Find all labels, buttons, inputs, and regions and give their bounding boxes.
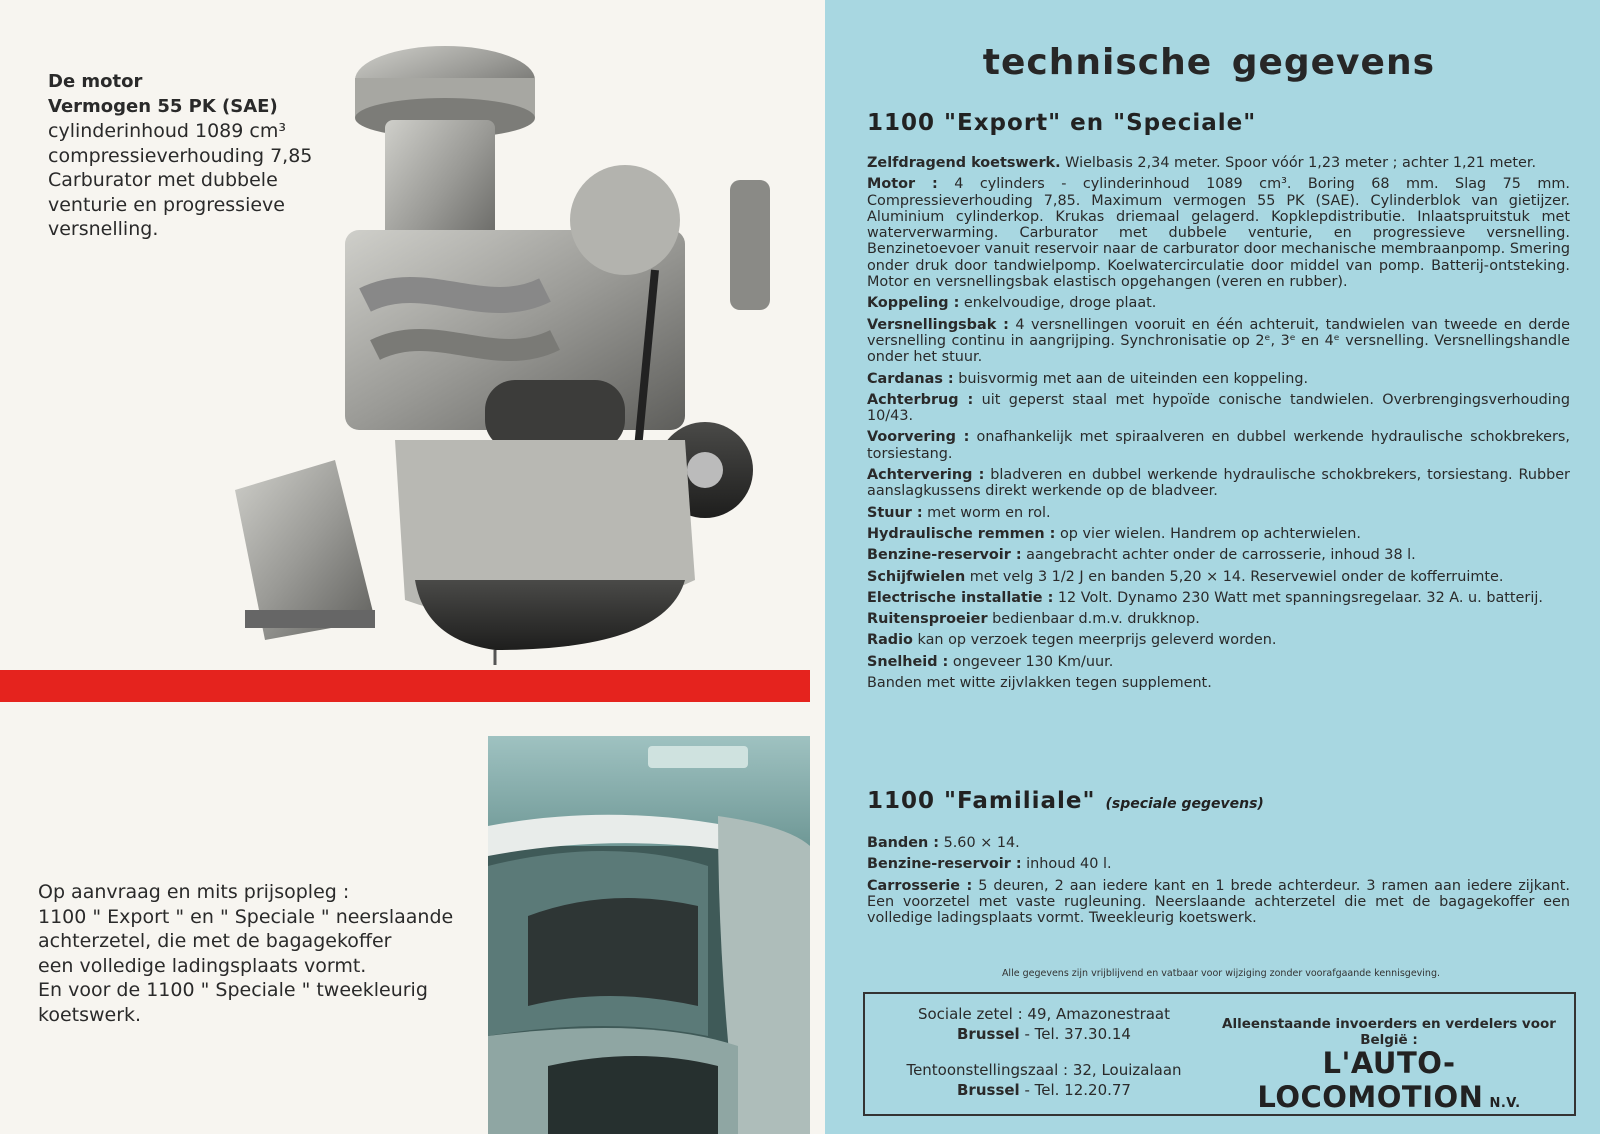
motor-power: Vermogen 55 PK (SAE) bbox=[48, 95, 278, 117]
spec-item bbox=[867, 526, 1570, 542]
motor-line: versnelling. bbox=[48, 218, 159, 240]
spec-text: 5 deuren, 2 aan iedere kant en 1 brede achterdeur. 3 ramen aan iedere zijkant. Een voorzetel met vaste rugleuning. Neerslaande achterzetel die met de bagagekoffer een volledige ladingsplaats vormt. Tweekleurig koetswerk. bbox=[867, 877, 1570, 927]
option-line: Op aanvraag en mits prijsopleg : bbox=[38, 881, 350, 903]
company-name-text: L'AUTO-LOCOMOTION bbox=[1257, 1046, 1484, 1114]
address-city-line bbox=[879, 1080, 1209, 1100]
spec-label: Snelheid : bbox=[867, 653, 949, 670]
spec-text: buisvormig met aan de uiteinden een koppeling. bbox=[953, 370, 1309, 387]
spec-item bbox=[867, 569, 1570, 585]
motor-line: Carburator met dubbele bbox=[48, 169, 278, 191]
spec-item bbox=[867, 856, 1570, 872]
spec-text: 12 Volt. Dynamo 230 Watt met spanningsregelaar. 32 A. u. batterij. bbox=[1053, 589, 1543, 606]
company-suffix: N.V. bbox=[1489, 1096, 1521, 1111]
motor-line: compressieverhouding 7,85 bbox=[48, 144, 313, 167]
export-specs bbox=[867, 155, 1570, 696]
spec-label: Radio bbox=[867, 632, 913, 649]
spec-text: 4 versnellingen vooruit en één achteruit, tandwielen van tweede en derde versnelling continu in aangrijping. Synchronisatie op 2ᵉ, 3ᵉ en 4ᵉ versnelling. Versnellingshandle onder het stuur. bbox=[867, 316, 1570, 366]
spec-label: Ruitensproeier bbox=[867, 611, 988, 628]
option-text bbox=[38, 880, 458, 1027]
page-title: technische gegevens bbox=[982, 42, 1435, 83]
spec-text: kan op verzoek tegen meerprijs geleverd worden. bbox=[912, 632, 1277, 649]
spec-label: Achterbrug : bbox=[867, 391, 974, 408]
spec-text: bedienbaar d.m.v. drukknop. bbox=[987, 611, 1200, 628]
spec-text: 5.60 × 14. bbox=[939, 835, 1020, 851]
spec-label: Koppeling : bbox=[867, 295, 960, 312]
spec-item bbox=[867, 654, 1570, 670]
address-showroom bbox=[879, 1060, 1209, 1100]
spec-text: enkelvoudige, droge plaat. bbox=[959, 295, 1157, 312]
spec-label: Benzine-reservoir : bbox=[867, 547, 1022, 564]
option-line: achterzetel, die met de bagagekoffer bbox=[38, 930, 392, 952]
address-city-line bbox=[879, 1024, 1209, 1044]
spec-text: aangebracht achter onder de carrosserie, inhoud 38 l. bbox=[1021, 547, 1416, 564]
right-page bbox=[825, 0, 1600, 1134]
spec-text: ongeveer 130 Km/uur. bbox=[948, 653, 1114, 670]
spec-text: bladveren en dubbel werkende hydraulische schokbrekers, torsiestang. Rubber aanslagkussens direkt werkende op de bladveer. bbox=[867, 467, 1570, 500]
address-head-office bbox=[879, 1004, 1209, 1044]
spec-label: Schijfwielen bbox=[867, 568, 966, 585]
spec-item bbox=[867, 505, 1570, 521]
spec-item bbox=[867, 611, 1570, 627]
spec-label: Motor : bbox=[867, 176, 938, 193]
familiale-title bbox=[867, 788, 1264, 814]
address-line: Sociale zetel : 49, Amazonestraat bbox=[917, 1005, 1171, 1023]
spec-text: inhoud 40 l. bbox=[1021, 856, 1112, 873]
spec-item bbox=[867, 878, 1570, 927]
option-line: En voor de 1100 " Speciale " tweekleurig bbox=[38, 979, 428, 1001]
spec-text: met worm en rol. bbox=[922, 504, 1051, 521]
spec-item bbox=[867, 632, 1570, 648]
spec-item bbox=[867, 675, 1570, 691]
familiale-note: (speciale gegevens) bbox=[1105, 796, 1264, 812]
spec-item bbox=[867, 317, 1570, 366]
spec-label: Stuur : bbox=[867, 504, 923, 521]
export-title: 1100 "Export" en "Speciale" bbox=[867, 110, 1257, 136]
spec-text: uit geperst staal met hypoïde conische tandwielen. Overbrengingsverhouding 10/43. bbox=[867, 391, 1570, 425]
spec-label: Zelfdragend koetswerk. bbox=[867, 155, 1061, 171]
spec-label: Versnellingsbak : bbox=[867, 316, 1009, 333]
address-line: Tentoonstellingszaal : 32, Louizalaan bbox=[906, 1061, 1182, 1079]
spec-item bbox=[867, 467, 1570, 500]
spec-text: Banden met witte zijvlakken tegen supplement. bbox=[867, 675, 1212, 692]
importers-note: Alleenstaande invoerders en verdelers voor België : bbox=[1222, 1016, 1556, 1048]
familiale-specs bbox=[867, 835, 1570, 931]
address-tel: - Tel. 37.30.14 bbox=[1019, 1025, 1131, 1043]
spec-label: Electrische installatie : bbox=[867, 589, 1054, 606]
interior-photo bbox=[488, 736, 810, 1134]
motor-line: venturie en progressieve bbox=[48, 193, 285, 216]
engine-photo bbox=[225, 20, 825, 668]
footer-box bbox=[863, 992, 1576, 1116]
spec-label: Banden : bbox=[867, 835, 939, 851]
address-city: Brussel bbox=[957, 1081, 1020, 1099]
spec-label: Cardanas : bbox=[867, 370, 954, 387]
spec-label: Achtervering : bbox=[867, 467, 985, 484]
spec-label: Carrosserie : bbox=[867, 877, 973, 894]
familiale-title-text: 1100 "Familiale" bbox=[867, 788, 1096, 814]
spec-item bbox=[867, 371, 1570, 387]
spec-item bbox=[867, 547, 1570, 563]
motor-line: cylinderinhoud 1089 cm³ bbox=[48, 120, 286, 142]
company-name bbox=[1210, 1046, 1568, 1114]
address-tel: - Tel. 12.20.77 bbox=[1019, 1081, 1131, 1099]
spec-item bbox=[867, 155, 1570, 171]
option-line: een volledige ladingsplaats vormt. bbox=[38, 954, 367, 977]
spec-item bbox=[867, 392, 1570, 425]
spec-item bbox=[867, 176, 1570, 290]
spec-label: Voorvering : bbox=[867, 429, 970, 446]
spec-item bbox=[867, 835, 1570, 851]
address-city: Brussel bbox=[957, 1025, 1020, 1043]
option-line: koetswerk. bbox=[38, 1003, 142, 1026]
spec-label: Benzine-reservoir : bbox=[867, 856, 1022, 873]
spec-text: op vier wielen. Handrem op achterwielen. bbox=[1055, 525, 1361, 542]
red-band bbox=[0, 670, 810, 702]
option-line: 1100 " Export " en " Speciale " neerslaande bbox=[38, 905, 454, 928]
spec-item bbox=[867, 295, 1570, 311]
motor-heading: De motor bbox=[48, 71, 143, 92]
disclaimer: Alle gegevens zijn vrijblijvend en vatbaar voor wijziging zonder voorafgaande kennisgeving. bbox=[1001, 968, 1440, 979]
spec-text: Wielbasis 2,34 meter. Spoor vóór 1,23 meter ; achter 1,21 meter. bbox=[1060, 155, 1537, 171]
spec-text: 4 cylinders - cylinderinhoud 1089 cm³. Boring 68 mm. Slag 75 mm. Compressieverhouding 7,85. Maximum vermogen 55 PK (SAE). Cylinderblok van gietijzer. Aluminium cylinderkop. Krukas driemaal gelagerd. Kopklepdistributie. Inlaatspruitstuk met waterverwarming. Carburator met dubbele venturie, en progressieve versnelling. Benzinetoevoer vanuit reservoir naar de carburator door mechanische membraanpomp. Smering onder druk door tandwielpomp. Koelwatercirculatie door middel van pomp. Batterij-ontsteking. Motor en versnellingsbak elastisch opgehangen (veren en rubber). bbox=[867, 176, 1570, 291]
spec-item bbox=[867, 590, 1570, 606]
spec-text: met velg 3 1/2 J en banden 5,20 × 14. Reservewiel onder de kofferruimte. bbox=[965, 568, 1504, 585]
spec-text: onafhankelijk met spiraalveren en dubbel werkende hydraulische schokbrekers, torsiestang. bbox=[867, 429, 1570, 462]
spec-item bbox=[867, 429, 1570, 462]
spec-label: Hydraulische remmen : bbox=[867, 525, 1056, 542]
